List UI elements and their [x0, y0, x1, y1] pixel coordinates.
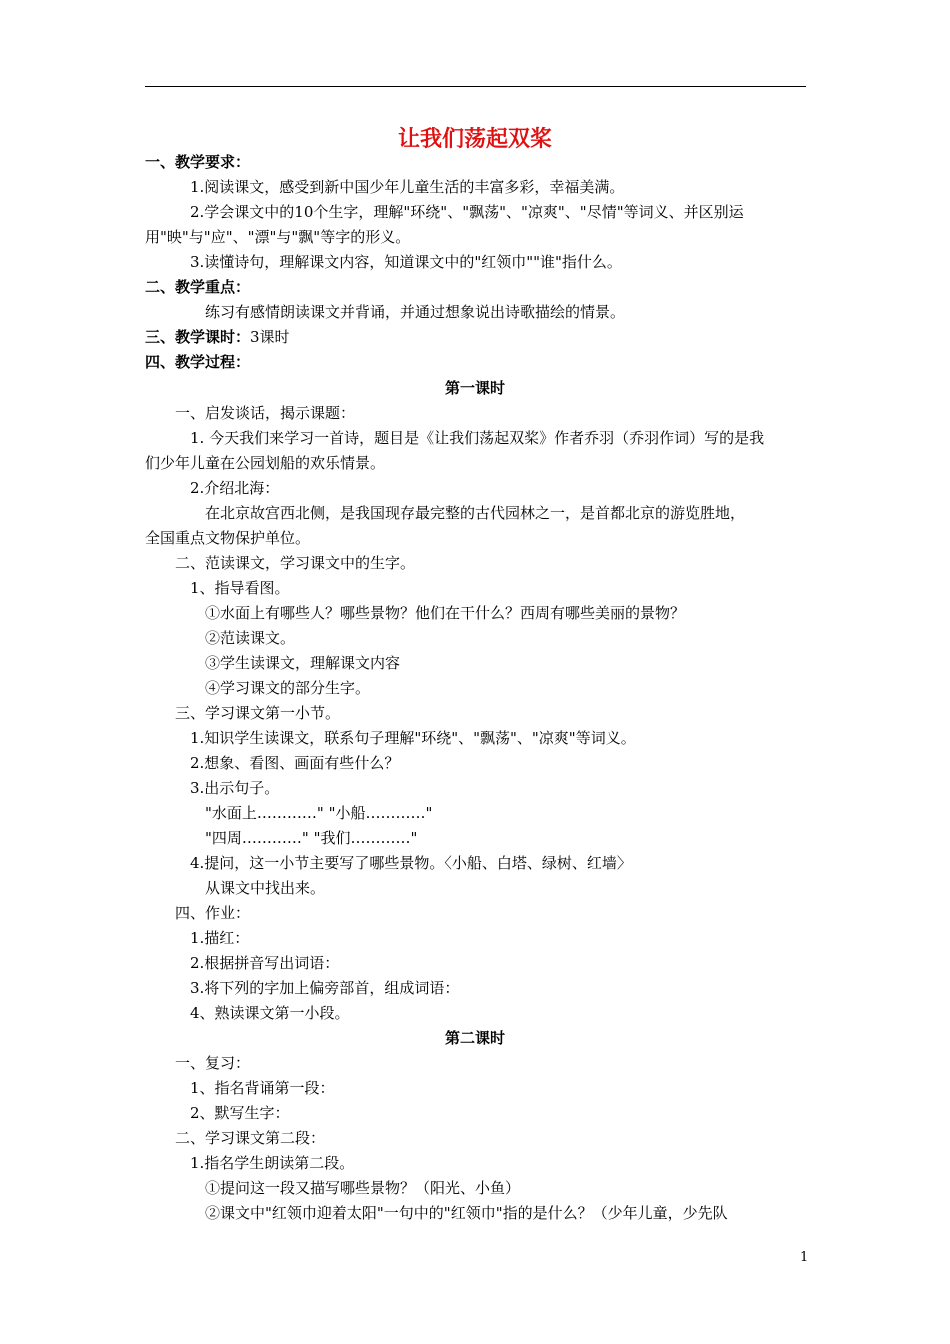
text-line: 四、作业： [175, 904, 251, 922]
text-line: 1.阅读课文，感受到新中国少年儿童生活的丰富多彩，幸福美满。 [190, 178, 625, 196]
section-value: 3课时 [250, 328, 290, 346]
text-line: 一、启发谈话，揭示课题： [175, 404, 356, 422]
text-line: 2.学会课文中的10个生字，理解"环绕"、"飘荡"、"凉爽"、"尽情"等词义、并区别运 [190, 203, 744, 221]
section-heading: 二、教学重点： [145, 278, 251, 296]
text-line: 1.描红： [190, 929, 250, 947]
text-line: 从课文中找出来。 [205, 879, 326, 897]
text-line: 1、指导看图。 [190, 579, 290, 597]
text-line: 4.提问，这一小节主要写了哪些景物。〈小船、白塔、绿树、红墙〉 [190, 854, 632, 872]
section-heading: 四、教学过程： [145, 353, 251, 371]
text-line: 1.指名学生朗读第二段。 [190, 1154, 355, 1172]
text-line: "四周…………" "我们…………" [205, 829, 418, 847]
text-line: 2.介绍北海： [190, 479, 280, 497]
text-line: 3.出示句子。 [190, 779, 280, 797]
text-line: ②课文中"红领巾迎着太阳"一句中的"红领巾"指的是什么？（少年儿童，少先队 [205, 1204, 728, 1222]
text-line: 1. 今天我们来学习一首诗，题目是《让我们荡起双桨》作者乔羽（乔羽作词）写的是我 [190, 429, 765, 447]
text-line: 3.读懂诗句，理解课文内容，知道课文中的"红领巾""谁"指什么。 [190, 253, 622, 271]
section-label: 三、教学课时： [145, 328, 251, 346]
text-line: 全国重点文物保护单位。 [145, 529, 311, 547]
text-line: 3.将下列的字加上偏旁部首，组成词语： [190, 979, 460, 997]
text-line: 二、学习课文第二段： [175, 1129, 326, 1147]
text-line: ③学生读课文，理解课文内容 [205, 654, 401, 672]
text-line: 一、复习： [175, 1054, 251, 1072]
text-line: 用"映"与"应"、"漂"与"飘"等字的形义。 [145, 228, 411, 246]
document-title: 让我们荡起双桨 [397, 126, 552, 152]
text-line: 2.根据拼音写出词语： [190, 954, 340, 972]
text-line: ②范读课文。 [205, 629, 296, 647]
text-line: 1.知识学生读课文，联系句子理解"环绕"、"飘荡"、"凉爽"等词义。 [190, 729, 636, 747]
text-line: "水面上…………" "小船…………" [205, 804, 433, 822]
page-number: 1 [800, 1250, 809, 1265]
text-line: 2、默写生字： [190, 1104, 290, 1122]
text-line: 练习有感情朗读课文并背诵，并通过想象说出诗歌描绘的情景。 [205, 303, 626, 321]
text-line: 们少年儿童在公园划船的欢乐情景。 [145, 454, 386, 472]
text-line: 4、熟读课文第一小段。 [190, 1004, 350, 1022]
text-line: 三、学习课文第一小节。 [175, 704, 341, 722]
section-heading: 一、教学要求： [145, 153, 251, 171]
text-line: 2.想象、看图、画面有些什么？ [190, 754, 400, 772]
text-line: 二、范读课文，学习课文中的生字。 [175, 554, 416, 572]
lesson-heading: 第一课时 [444, 379, 505, 397]
text-line: ①提问这一段又描写哪些景物？（阳光、小鱼） [205, 1179, 521, 1197]
text-line: 在北京故宫西北侧，是我国现存最完整的古代园林之一，是首都北京的游览胜地， [205, 504, 746, 522]
section-heading-hours [145, 327, 290, 347]
text-line: ①水面上有哪些人？哪些景物？他们在干什么？西周有哪些美丽的景物？ [205, 604, 686, 622]
header-rule [145, 86, 806, 87]
text-line: 1、指名背诵第一段： [190, 1079, 335, 1097]
lesson-heading: 第二课时 [444, 1029, 505, 1047]
text-line: ④学习课文的部分生字。 [205, 679, 371, 697]
